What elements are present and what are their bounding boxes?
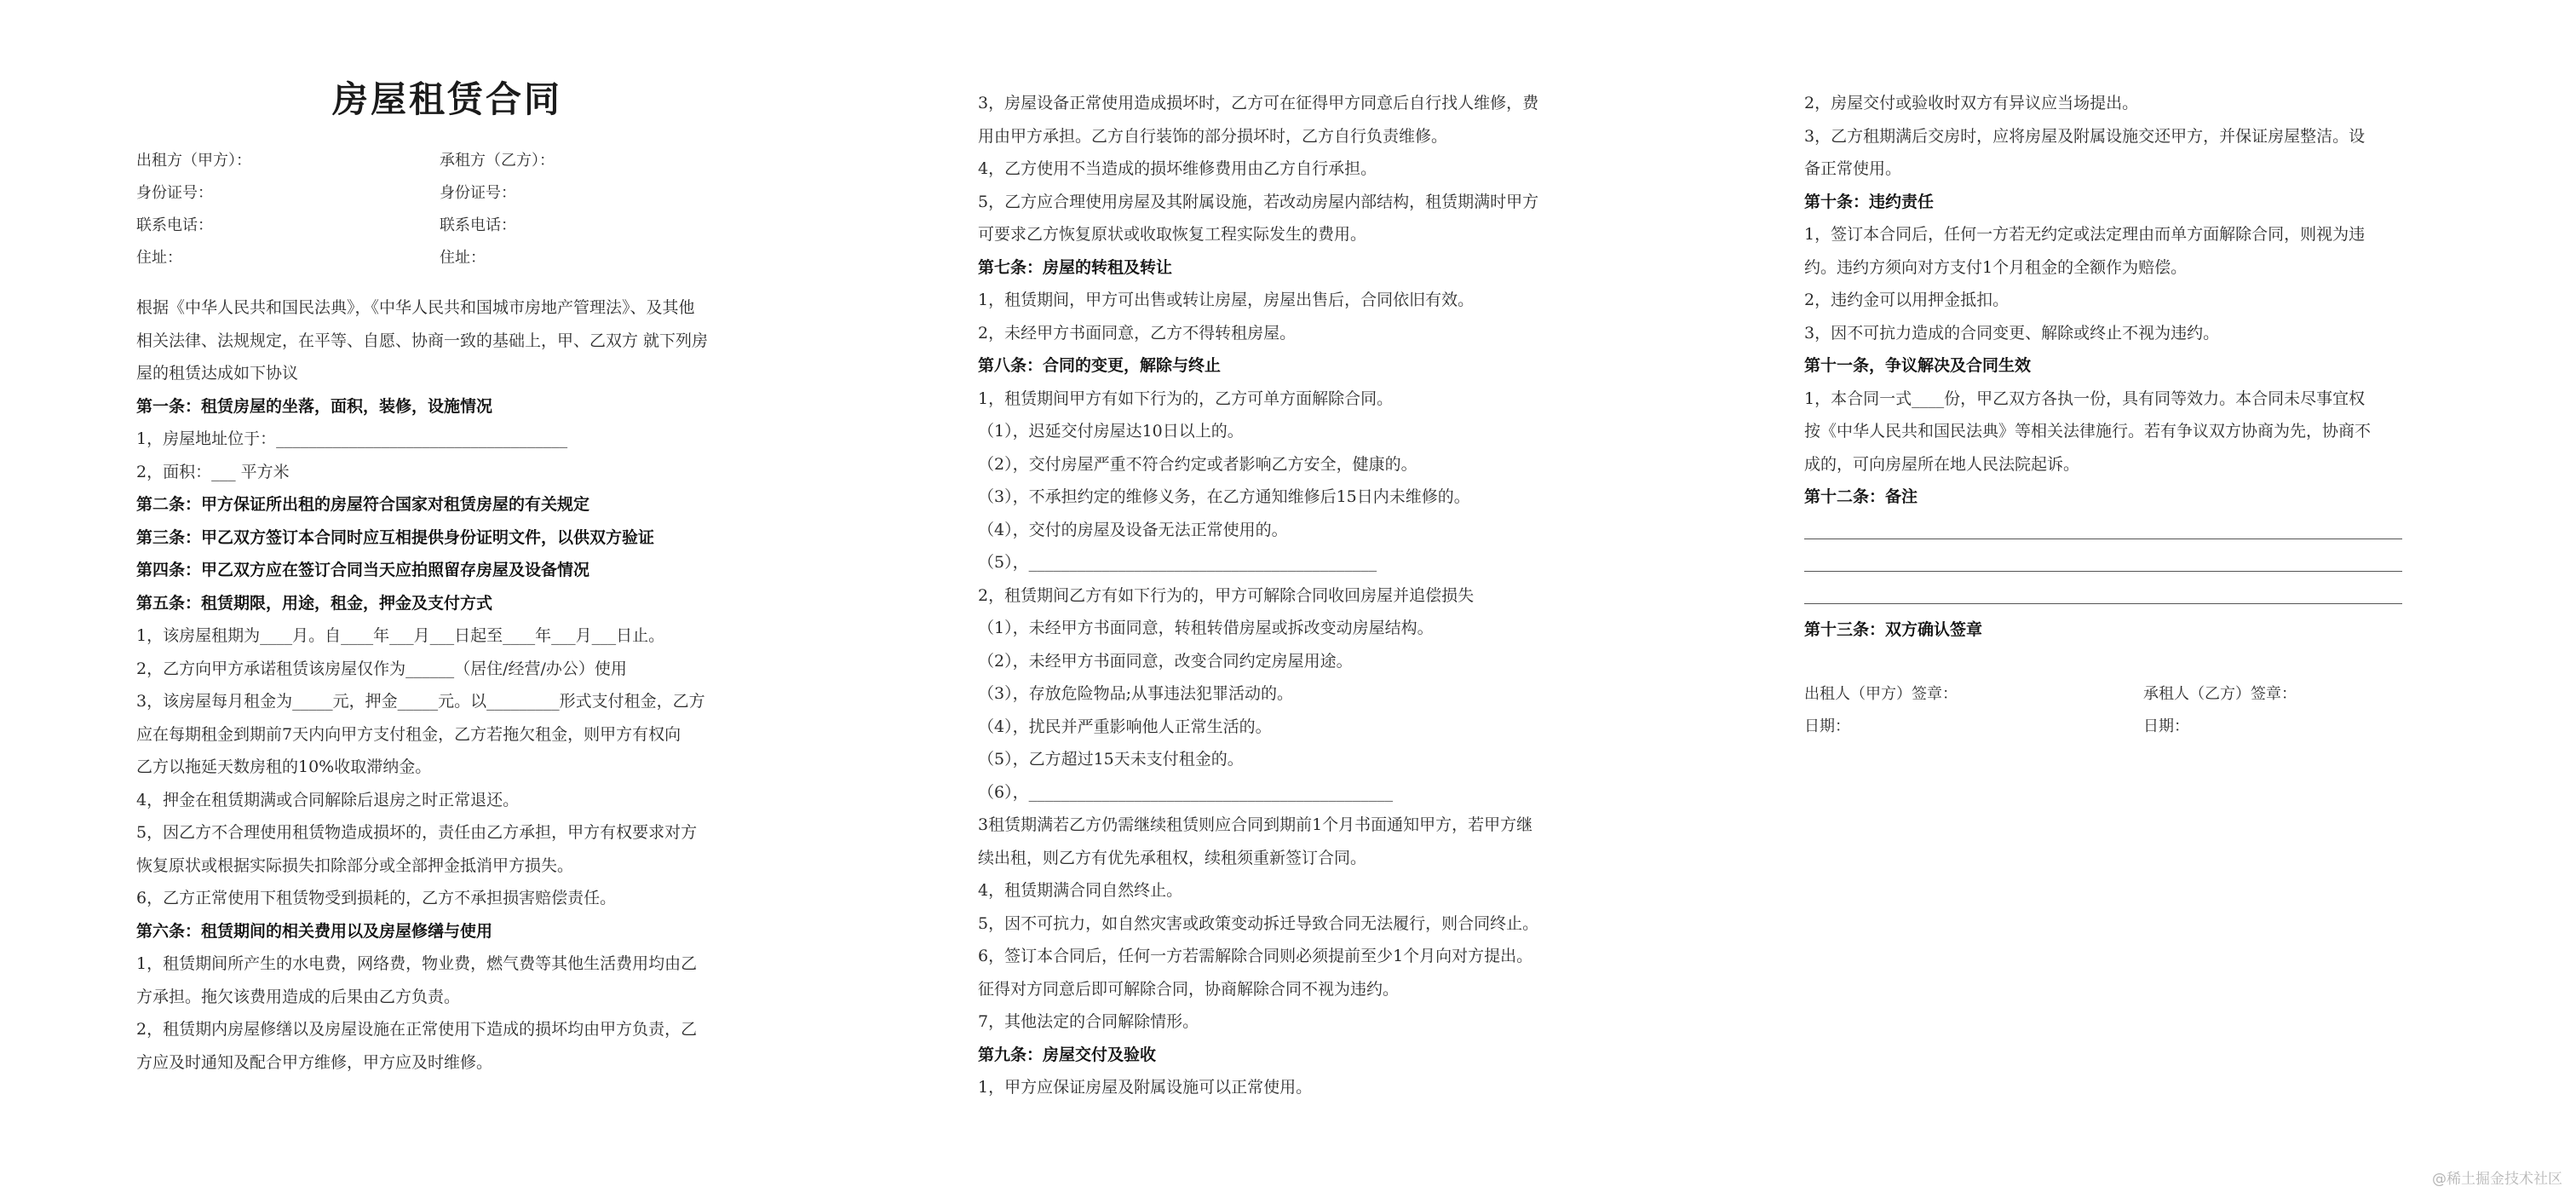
clause-line: 2，未经甲方书面同意，乙方不得转租房屋。 xyxy=(978,323,1297,343)
clause-line: （3），存放危险物品;从事违法犯罪活动的。 xyxy=(978,684,1293,703)
clause-line: （5），___________________________________________ xyxy=(978,553,1377,572)
column-2-text xyxy=(978,87,1625,1104)
party-row-id xyxy=(136,177,767,210)
clause-line: 相关法律、法规规定，在平等、自愿、协商一致的基础上，甲、乙双方 就下列房 xyxy=(136,331,709,350)
section-heading: 第四条：甲乙双方应在签订合同当天应拍照留存房屋及设备情况 xyxy=(136,561,590,579)
section-heading: 第十条：违约责任 xyxy=(1804,192,1935,211)
clause-line: （4），交付的房屋及设备无法正常使用的。 xyxy=(978,520,1288,539)
lessee-label: 承租方（乙方）： xyxy=(440,152,555,170)
clause-line: 用由甲方承担。乙方自行装饰的部分损坏时，乙方自行负责维修。 xyxy=(978,126,1448,146)
lessor-label: 出租方（甲方）： xyxy=(136,152,251,170)
party-row-address xyxy=(136,242,767,274)
clause-line: 2，租赁期间乙方有如下行为的，甲方可解除合同收回房屋并追偿损失 xyxy=(978,585,1475,605)
clause-line: 3，该房屋每月租金为_____元，押金_____元。以_________形式支付租金，乙方 xyxy=(136,692,705,711)
lessee-date-label: 日期： xyxy=(2143,717,2189,735)
clause-line: （3），不承担约定的维修义务，在乙方通知维修后15日内未维修的。 xyxy=(978,487,1470,506)
clause-line: 2，房屋交付或验收时双方有异议应当场提出。 xyxy=(1804,94,2139,112)
clause-line: （2），未经甲方书面同意，改变合同约定房屋用途。 xyxy=(978,651,1353,671)
clause-line: 续出租，则乙方有优先承租权，续租须重新签订合同。 xyxy=(978,848,1367,867)
section-heading: 第六条：租赁期间的相关费用以及房屋修缮与使用 xyxy=(136,921,493,941)
remark-line-2 xyxy=(1804,571,2402,572)
party-row-phone xyxy=(136,210,767,242)
clause-line: 4，押金在租赁期满或合同解除后退房之时正常退还。 xyxy=(136,790,520,809)
clause-line: 5，乙方应合理使用房屋及其附属设施，若改动房屋内部结构，租赁期满时甲方 xyxy=(978,192,1539,211)
watermark: @稀土掘金技术社区 xyxy=(2432,1171,2562,1188)
clause-line: 方应及时通知及配合甲方维修，甲方应及时维修。 xyxy=(136,1052,493,1072)
clause-line: 3，乙方租期满后交房时，应将房屋及附属设施交还甲方，并保证房屋整洁。设 xyxy=(1804,126,2366,146)
clause-line: 2，面积：___ 平方米 xyxy=(136,462,290,481)
clause-line: 备正常使用。 xyxy=(1804,159,1902,178)
section-heading: 第三条：甲乙双方签订本合同时应互相提供身份证明文件，以供双方验证 xyxy=(136,527,655,547)
section-heading: 第二条：甲方保证所出租的房屋符合国家对租赁房屋的有关规定 xyxy=(136,495,590,514)
clause-line: 1，该房屋租期为____月。自____年___月___日起至____年___月___日止。 xyxy=(136,626,665,645)
clause-line: 1，租赁期间所产生的水电费，网络费，物业费，燃气费等其他生活费用均由乙 xyxy=(136,954,698,973)
clause-line: 成的，可向房屋所在地人民法院起诉。 xyxy=(1804,454,2080,474)
clause-line: 1，租赁期间甲方有如下行为的，乙方可单方面解除合同。 xyxy=(978,389,1394,408)
clause-line: 2，乙方向甲方承诺租赁该房屋仅作为______（居住/经营/办公）使用 xyxy=(136,659,627,678)
clause-line: 按《中华人民共和国民法典》等相关法律施行。若有争议双方协商为先，协商不 xyxy=(1804,422,2372,441)
section-heading: 第八条：合同的变更，解除与终止 xyxy=(978,356,1222,375)
clause-line: （1），未经甲方书面同意，转租转借房屋或拆改变动房屋结构。 xyxy=(978,619,1434,637)
clause-line: 屋的租赁达成如下协议 xyxy=(136,364,299,383)
section-13-title: 第十三条：双方确认签章 xyxy=(1804,620,1983,639)
clause-line: 约。违约方须向对方支付1个月租金的全额作为赔偿。 xyxy=(1804,257,2188,277)
clause-line: 可要求乙方恢复原状或收取恢复工程实际发生的费用。 xyxy=(978,225,1367,244)
clause-line: （2），交付房屋严重不符合约定或者影响乙方安全，健康的。 xyxy=(978,454,1417,474)
clause-line: （1），迟延交付房屋达10日以上的。 xyxy=(978,422,1244,441)
clause-line: 6，乙方正常使用下租赁物受到损耗的，乙方不承担损害赔偿责任。 xyxy=(136,889,617,907)
lessor-phone-label: 联系电话： xyxy=(136,216,213,234)
clause-line: （5），乙方超过15天未支付租金的。 xyxy=(978,750,1244,769)
party-info xyxy=(136,145,767,274)
column-3-text xyxy=(1804,87,2452,514)
clause-line: 7，其他法定的合同解除情形。 xyxy=(978,1012,1199,1031)
section-heading: 第九条：房屋交付及验收 xyxy=(978,1045,1157,1064)
clause-line: 方承担。拖欠该费用造成的后果由乙方负责。 xyxy=(136,987,461,1006)
clause-line: 2，租赁期内房屋修缮以及房屋设施在正常使用下造成的损坏均由甲方负责，乙 xyxy=(136,1020,698,1039)
section-heading: 第一条：租赁房屋的坐落，面积，装修，设施情况 xyxy=(136,396,493,416)
clause-line: 1，租赁期间，甲方可出售或转让房屋，房屋出售后，合同依旧有效。 xyxy=(978,291,1475,309)
section-heading: 第十二条：备注 xyxy=(1804,487,1918,506)
section-heading: 第五条：租赁期限，用途，租金，押金及支付方式 xyxy=(136,593,493,613)
clause-line: 3，因不可抗力造成的合同变更、解除或终止不视为违约。 xyxy=(1804,323,2220,343)
section-13-heading xyxy=(1804,613,2452,647)
clause-line: 1，甲方应保证房屋及附属设施可以正常使用。 xyxy=(978,1078,1313,1097)
lessor-id-label: 身份证号： xyxy=(136,184,213,202)
party-row-name xyxy=(136,145,767,177)
lessee-id-label: 身份证号： xyxy=(440,184,516,202)
section-heading: 第七条：房屋的转租及转让 xyxy=(978,257,1173,277)
clause-line: 征得对方同意后即可解除合同，协商解除合同不视为违约。 xyxy=(978,979,1400,999)
clause-line: 5，因乙方不合理使用租赁物造成损坏的，责任由乙方承担，甲方有权要求对方 xyxy=(136,823,698,842)
clause-line: 4，租赁期满合同自然终止。 xyxy=(978,881,1183,900)
clause-line: 1，本合同一式____份，甲乙双方各执一份，具有同等效力。本合同未尽事宜权 xyxy=(1804,389,2366,408)
lessee-signature-label: 承租人（乙方）签章： xyxy=(2143,685,2297,703)
clause-line: 根据《中华人民共和国民法典》，《中华人民共和国城市房地产管理法》、及其他 xyxy=(136,298,695,317)
clause-line: 应在每期租金到期前7天内向甲方支付租金，乙方若拖欠租金，则甲方有权向 xyxy=(136,724,681,744)
clause-line: 1，房屋地址位于：____________________________________ xyxy=(136,429,568,448)
section-heading: 第十一条，争议解决及合同生效 xyxy=(1804,356,2032,375)
clause-line: 3，房屋设备正常使用造成损坏时，乙方可在征得甲方同意后自行找人维修，费 xyxy=(978,94,1539,112)
clause-line: 6，签订本合同后，任何一方若需解除合同则必须提前至少1个月向对方提出。 xyxy=(978,947,1533,965)
lessee-phone-label: 联系电话： xyxy=(440,216,516,234)
clause-line: 5，因不可抗力，如自然灾害或政策变动拆迁导致合同无法履行，则合同终止。 xyxy=(978,913,1539,933)
clause-line: 恢复原状或根据实际损失扣除部分或全部押金抵消甲方损失。 xyxy=(136,855,574,875)
lessee-address-label: 住址： xyxy=(440,249,486,267)
clause-line: （4），扰民并严重影响他人正常生活的。 xyxy=(978,717,1272,736)
clause-line: 乙方以拖延天数房租的10%收取滞纳金。 xyxy=(136,757,432,776)
remark-line-3 xyxy=(1804,603,2402,604)
lessor-signature-label: 出租人（甲方）签章： xyxy=(1804,685,1958,703)
clause-line: 1，签订本合同后，任何一方若无约定或法定理由而单方面解除合同，则视为违 xyxy=(1804,225,2366,244)
clause-line: （6），_____________________________________________ xyxy=(978,782,1394,802)
lessor-address-label: 住址： xyxy=(136,249,182,267)
clause-line: 3租赁期满若乙方仍需继续租赁则应合同到期前1个月书面通知甲方，若甲方继 xyxy=(978,815,1533,834)
column-1-text xyxy=(136,291,767,1079)
clause-line: 2，违约金可以用押金抵扣。 xyxy=(1804,291,2010,309)
lessor-date-label: 日期： xyxy=(1804,717,1850,735)
clause-line: 4，乙方使用不当造成的损坏维修费用由乙方自行承担。 xyxy=(978,159,1377,178)
